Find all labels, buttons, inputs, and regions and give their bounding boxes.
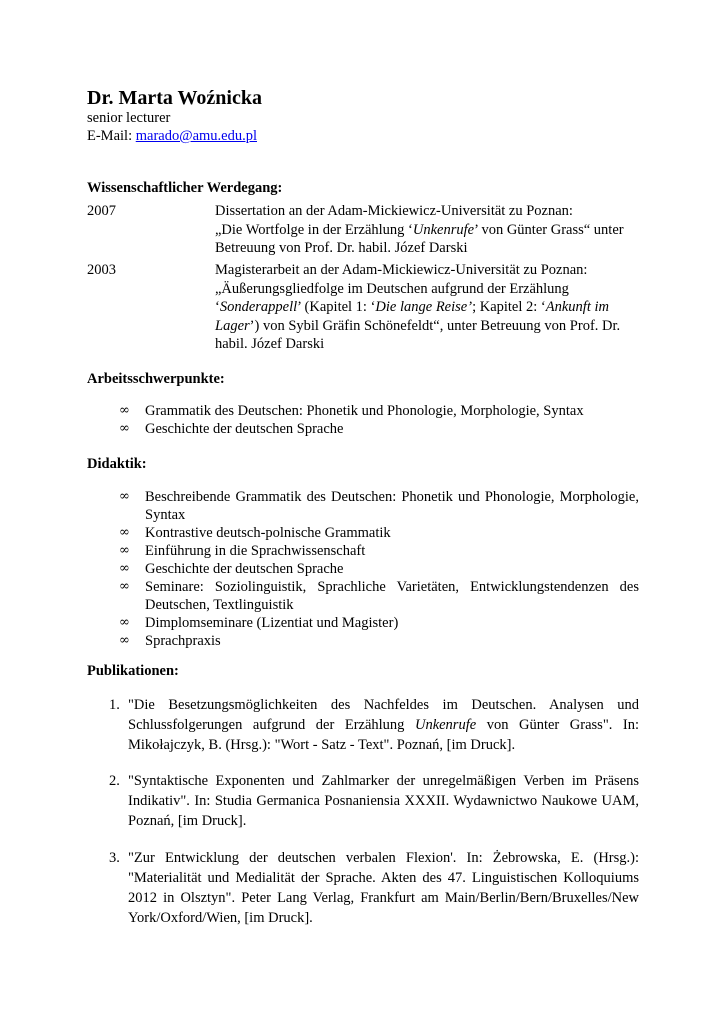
list-item: ∞ Sprachpraxis [119,633,221,649]
infinity-bullet-icon: ∞ [119,561,130,576]
infinity-bullet-icon: ∞ [119,579,130,594]
position-title: senior lecturer [87,110,171,126]
infinity-bullet-icon: ∞ [119,489,130,504]
infinity-bullet-icon: ∞ [119,633,130,648]
list-item: ∞ Kontrastive deutsch-polnische Grammatik [119,525,391,541]
publication-item [87,695,639,755]
list-item: ∞ Seminare: Soziolinguistik, Sprachliche Varietäten, Entwicklungstendenzen des Deutschen, Textlinguistik [119,579,639,613]
person-name: Dr. Marta Woźnicka [87,87,262,109]
publication-item [87,771,639,831]
email-label: E-Mail: [87,128,136,144]
career-entry [87,202,639,258]
publication-item [87,848,639,928]
career-year: 2007 [87,203,116,219]
focus-heading: Arbeitsschwerpunkte: [87,371,225,387]
infinity-bullet-icon: ∞ [119,525,130,540]
career-description: Magisterarbeit an der Adam-Mickiewicz-Universität zu Poznan: „Äußerungsgliedfolge im Deutschen aufgrund der Erzählung ‘Sonderappell’ (Kapitel 1: ‘Die lange Reise’; Kapitel 2: ‘Ankunft im Lager’) von Sybil Gräfin Schönefeldt“, unter Betreuung von Prof. Dr. habil. Józef Darski [215,262,621,352]
list-item: ∞ Geschichte der deutschen Sprache [119,561,344,577]
focus-list [87,402,639,438]
career-description: Dissertation an der Adam-Mickiewicz-Universität zu Poznan: „Die Wortfolge in der Erzählung ‘Unkenrufe’ von Günter Grass“ unter Betreuung von Prof. Dr. habil. Józef Darski [215,203,624,256]
infinity-bullet-icon: ∞ [119,543,130,558]
publications-heading: Publikationen: [87,663,179,679]
email-line [87,127,257,145]
career-entry [87,261,639,353]
teaching-list [87,488,639,650]
publication-number: 1. [109,697,120,713]
list-item: ∞ Geschichte der deutschen Sprache [119,421,344,437]
list-item: ∞ Beschreibende Grammatik des Deutschen: Phonetik und Phonologie, Morphologie, Syntax [119,489,639,523]
publication-text: "Zur Entwicklung der deutschen verbalen Flexion'. In: Żebrowska, E. (Hrsg.): "Materialität und Medialität der Sprache. Akten des 47. Linguistischen Kolloquiums 2012 in Olsztyn". Peter Lang Verlag, Frankfurt am Main/Berlin/Bern/Bruxelles/New York/Oxford/Wien, [im Druck]. [128,850,639,926]
publication-text: "Syntaktische Exponenten und Zahlmarker der unregelmäßigen Verben im Präsens Indikativ". In: Studia Germanica Posnaniensia XXXII. Wydawnictwo Naukowe UAM, Poznań, [im Druck]. [128,773,639,829]
infinity-bullet-icon: ∞ [119,403,130,418]
career-year: 2003 [87,262,116,278]
infinity-bullet-icon: ∞ [119,421,130,436]
list-item: ∞ Einführung in die Sprachwissenschaft [119,543,366,559]
career-heading: Wissenschaftlicher Werdegang: [87,180,283,196]
publication-number: 3. [109,850,120,866]
publication-text: "Die Besetzungsmöglichkeiten des Nachfeldes im Deutschen. Analysen und Schlussfolgerungen aufgrund der Erzählung Unkenrufe von Günter Grass". In: Mikołajczyk, B. (Hrsg.): "Wort - Satz - Text". Poznań, [im Druck]. [128,697,639,753]
list-item: ∞ Dimplomseminare (Lizentiat und Magister) [119,615,399,631]
publication-number: 2. [109,773,120,789]
list-item: ∞ Grammatik des Deutschen: Phonetik und Phonologie, Morphologie, Syntax [119,403,584,419]
email-link[interactable]: marado@amu.edu.pl [135,128,257,144]
teaching-heading: Didaktik: [87,456,147,472]
infinity-bullet-icon: ∞ [119,615,130,630]
